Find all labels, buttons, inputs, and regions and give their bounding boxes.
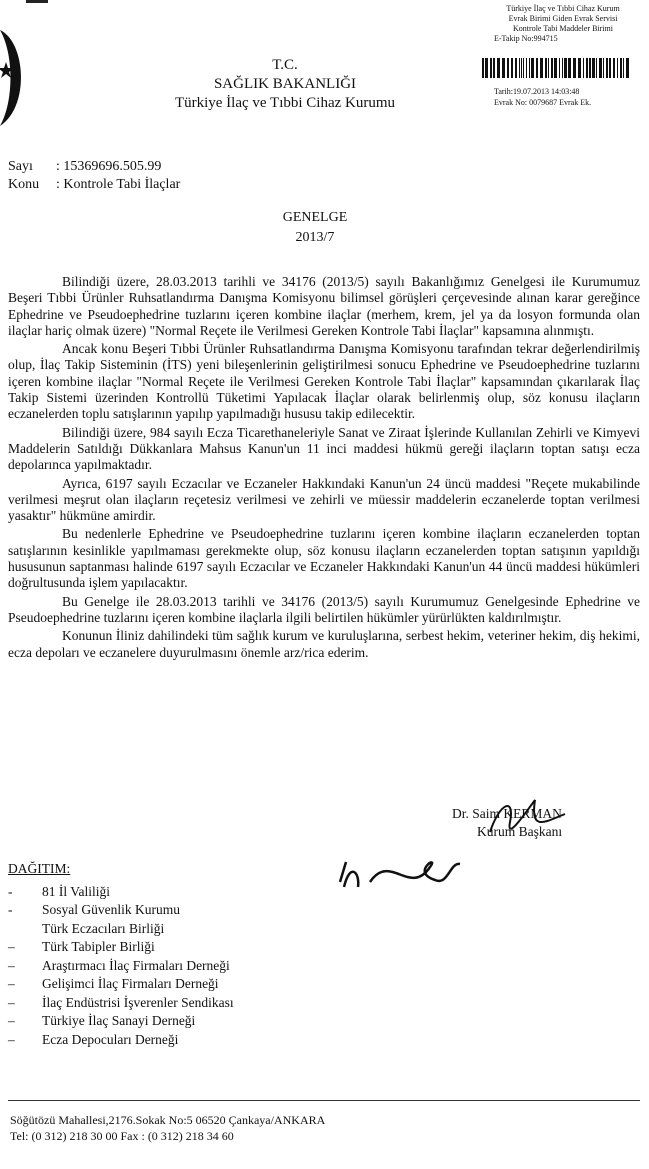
stamp-line-2: Evrak Birimi Giden Evrak Servisi	[508, 14, 618, 23]
barcode-icon	[482, 58, 632, 78]
list-item: – Türk Tabipler Birliği	[8, 939, 155, 954]
list-item: – Gelişimci İlaç Firmaları Derneği	[8, 976, 219, 991]
header-agency: Türkiye İlaç ve Tıbbi Cihaz Kurumu	[174, 95, 396, 111]
list-item: - 81 İl Valiliği	[8, 883, 111, 899]
stamp-evrak-no: Evrak No: 0079687 Evrak Ek.	[494, 98, 592, 107]
list-item: - Sosyal Güvenlik Kurumu	[8, 902, 180, 917]
circular-body	[8, 274, 640, 663]
paragraph: Ayrıca, 6197 sayılı Eczacılar ve Eczaneler Hakkındaki Kanun'un 24 üncü maddesi "Reçete mukabilinde verilmesi meşrut olan ilaçların reçetesiz verilmesi ve zehirli ve müessir maddelerin eczanelerde toptan verilmesi yasaktır" hükmüne amirdir.	[8, 475, 640, 524]
paragraph: Konunun İliniz dahilindeki tüm sağlık kurum ve kuruluşlarına, serbest hekim, veteriner hekim, diş hekimi, ecza depoları ve eczanelere duyurulmasını önemle arz/rica ederim.	[8, 628, 640, 660]
distribution-list	[8, 860, 234, 1049]
konu-row	[8, 176, 180, 194]
list-item: Türk Eczacıları Birliği	[42, 920, 165, 936]
header-tc: T.C.	[272, 57, 298, 73]
paragraph: Bilindiği üzere, 984 sayılı Eczа Ticarethaneleriyle Sanat ve Ziraat İşlerinde Kullanılan Zehirli ve Kimyevi Maddelerin Satıldığı Dükkanlara Mahsus Kanun'un 11 inci maddesi hükmü gereği ilaçların toptan satışı ecza depolarınca yapılmaktadır.	[8, 424, 640, 473]
list-item: – İlaç Endüstrisi İşverenler Sendikası	[8, 994, 234, 1010]
circular-title-block	[260, 208, 370, 248]
document-registry-stamp	[480, 4, 646, 44]
signatory-title: Kurum Başkanı	[477, 824, 563, 839]
circular-title: GENELGE	[282, 210, 348, 225]
signature-block	[452, 805, 562, 841]
circular-number: 2013/7	[295, 230, 335, 245]
stamp-details	[494, 86, 591, 108]
header-ministry: SAĞLIK BAKANLIĞI	[213, 76, 357, 92]
stamp-date: Tarih:19.07.2013 14:03:48	[494, 87, 580, 96]
footer-divider	[8, 1100, 640, 1101]
list-item: – Türkiye İlaç Sanayi Derneği	[8, 1013, 196, 1028]
sayi-label: Sayı	[8, 159, 33, 174]
stamp-etakip: E-Takip No:994715	[494, 34, 558, 43]
footer-phone: Tel: (0 312) 218 30 00 Fax : (0 312) 218 34 60	[10, 1129, 234, 1143]
paragraph: Bu Genelge ile 28.03.2013 tarihli ve 34176 (2013/5) sayılı Kurumumuz Genelgesinde Ephedrine ve Pseudoephedrine tuzlarını içeren kombine ilaçlarla ilgili belirtilen hükümler yürürlükten kaldırılmıştır.	[8, 593, 640, 625]
paragraph: Bu nedenlerle Ephedrine ve Pseudoephedrine tuzlarını içeren kombine ilaçların eczanelerden toptan satışlarının kesinlikle yapılmaması gerekmekte olup, söz konusu ilaçların eczanelerden toptan satışının yapıldığı hususunun saptanması halinde 6197 sayılı Eczacılar ve Eczaneler Hakkındaki Kanun'un 44 üncü maddesi hükümleri doğrultusunda işlem yapılacaktır.	[8, 526, 640, 591]
list-item: – Ecza Depocuları Derneği	[8, 1031, 179, 1047]
sayi-row	[8, 158, 180, 176]
konu-value: : Kontrole Tabi İlaçlar	[56, 177, 181, 192]
stamp-line-1: Türkiye İlaç ve Tıbbi Cihaz Kurum	[506, 4, 620, 13]
crescent-star-emblem-icon	[0, 22, 30, 132]
document-meta	[8, 158, 180, 194]
footer	[10, 1112, 325, 1144]
list-item: – Araştırmacı İlaç Firmaları Derneği	[8, 957, 230, 973]
paragraph: Ancak konu Beşeri Tıbbi Ürünler Ruhsatlandırma Danışma Komisyonu tarafından tekrar değerlendirilmiş olup, İlaç Takip Sisteminin (İTS) yeni bileşenlerinin geliştirilmesi sonucu Ephedrine ve Pseudoephedrine tuzlarını içeren kombine ilaçlar "Normal Reçete ile Verilmesi Gereken Kontrole Tabi İlaçlar" kapsamından çıkarılarak İlaç Takip Sistemi üzerinden Kontrollü Tüketimi Yapılacak İlaçlar olarak belirlenmiş olup, söz konusu ilaçların eczanelerden toplu satışlarının yapılıp yapılmadığı hususu takip edilecektir.	[8, 341, 640, 422]
sayi-value: : 15369696.505.99	[56, 159, 162, 174]
paragraph: Bilindiği üzere, 28.03.2013 tarihli ve 34176 (2013/5) sayılı Bakanlığımız Genelgesi ile Kurumumuz Beşeri Tıbbi Ürünler Ruhsatlandırma Danışma Komisyonu bilimsel görüşleri çerçevesinde alınan karar gereğince Ephedrine ve Pseudoephedrine tuzlarını içeren kombine ilaçlar (merhem, krem, jel ya da losyon formunda olan ilaçlar hariç olmak üzere) "Normal Reçete ile Verilmesi Gereken Kontrole Tabi İlaçlar" kapsamına alınmıştı.	[8, 274, 640, 338]
signatory-name: Dr. Saim KERMAN	[452, 806, 562, 821]
konu-label: Konu	[8, 177, 40, 192]
stamp-line-3: Kontrole Tabi Maddeler Birimi	[513, 24, 613, 33]
footer-address: Söğütözü Mahallesi,2176.Sokak No:5 06520 Çankaya/ANKARA	[10, 1113, 326, 1127]
top-edge-mark	[26, 0, 48, 3]
letterhead	[170, 56, 400, 113]
distribution-heading: DAĞITIM:	[8, 861, 71, 876]
